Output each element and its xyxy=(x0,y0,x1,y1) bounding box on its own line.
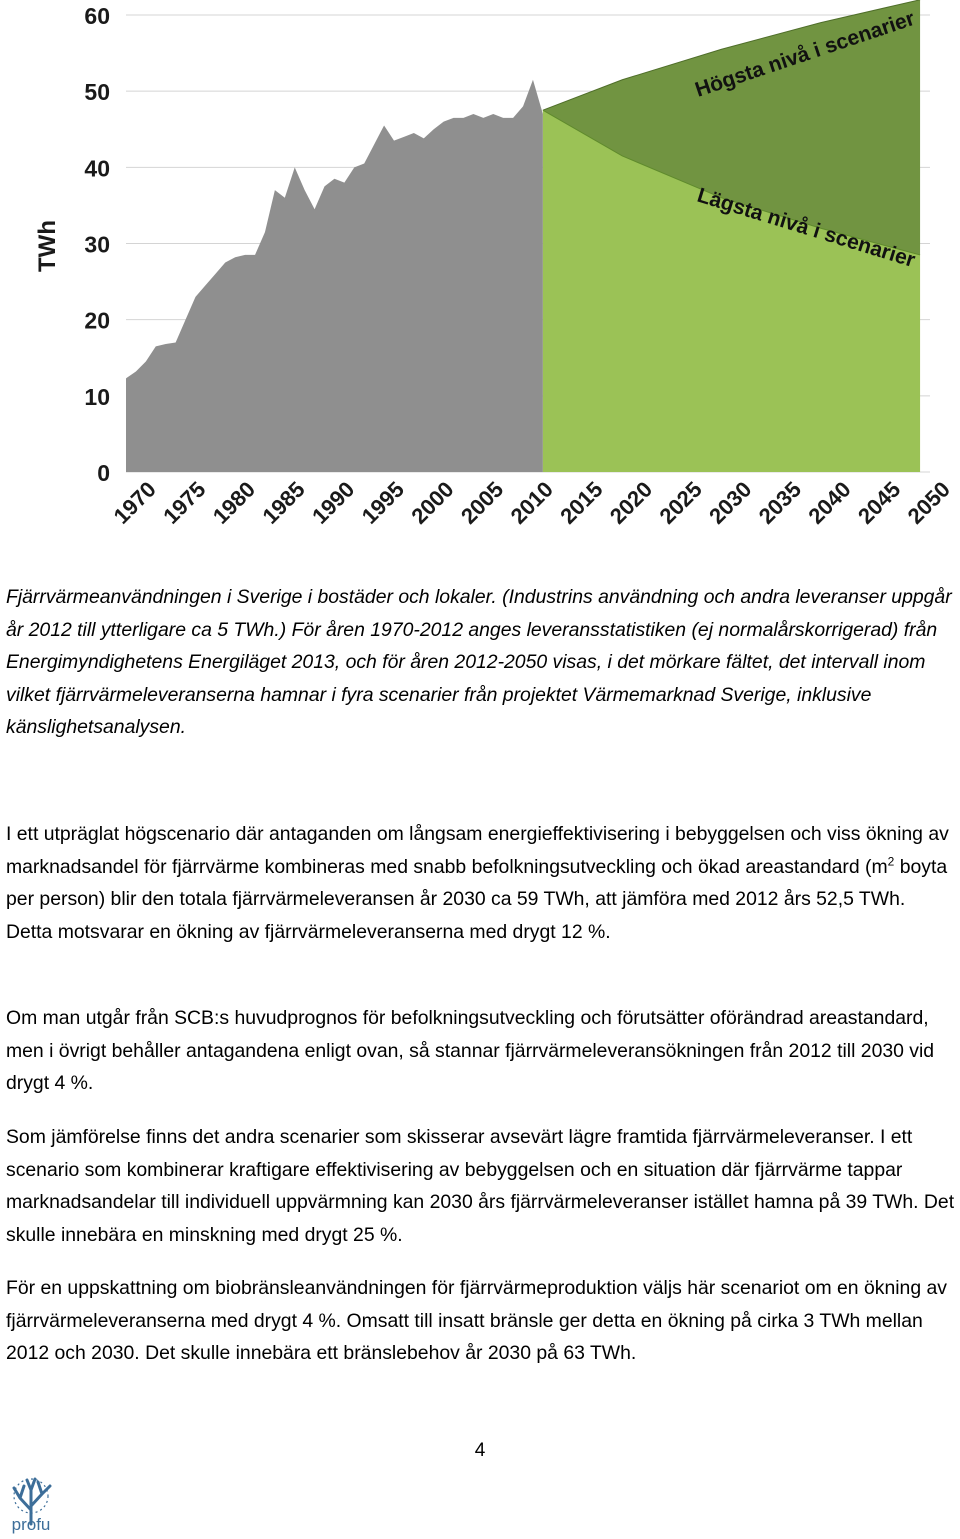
logo-text: profu xyxy=(11,1515,51,1534)
p1-text-a: I ett utpräglat högscenario där antaganden om långsam energieffektivisering i bebyggelsen och viss ökning av marknadsandel för fjärrvärme kombineras med snabb befolkningsutveckling och ökad areastandard (m xyxy=(6,823,949,878)
annotation-high-scenario: Högsta nivå i scenarier xyxy=(692,6,918,102)
p3-text: Som jämförelse finns det andra scenarier som skisserar avsevärt lägre framtida fjärrvärmeleveranser. I ett scenario som kombinerar kraftigare effektivisering av bebyggelsen och en situation där fjärrvärme tappar marknadsandelar till individuell uppvärmning kan 2030 års fjärrvärmeleveranser istället hamna på 39 TWh. Det skulle innebära en minskning med drygt 25 %. xyxy=(6,1126,955,1246)
x-tick-label-1980: 1980 xyxy=(207,476,261,529)
p2-text: Om man utgår från SCB:s huvudprognos för befolkningsutveckling och förutsätter oförändrad areastandard, men i övrigt behåller antagandena enligt ovan, så stannar fjärrvärmeleveransökningen från 2012 till 2030 vid drygt 4 %. xyxy=(6,1007,935,1095)
p4-text: För en uppskattning om biobränsleanvändningen för fjärrvärmeproduktion väljs här scenariot om en ökning av fjärrvärmeleveranserna med drygt 4 %. Omsatt till insatt bränsle ger detta en ökning på cirka 3 TWh mellan 2012 och 2030. Det skulle innebära ett bränslebehov år 2030 på 63 TWh. xyxy=(6,1277,947,1365)
paragraph-biofuel xyxy=(6,1272,956,1370)
x-tick-label-2020: 2020 xyxy=(604,476,658,529)
x-tick-label-1970: 1970 xyxy=(108,476,161,529)
p1-text-b: boyta per person) blir den totala fjärrvärmeleveransen år 2030 ca 59 TWh, att jämföra med 2012 års 52,5 TWh. Detta motsvarar en ökning av fjärrvärmeleveranserna med drygt 12 %. xyxy=(6,855,948,943)
district-heating-chart xyxy=(0,0,960,570)
x-tick-label-2000: 2000 xyxy=(406,476,459,529)
paragraph-low-scenario xyxy=(6,1121,956,1251)
historic-area xyxy=(126,80,543,472)
x-tick-label-2025: 2025 xyxy=(654,476,707,529)
y-axis-label: TWh xyxy=(34,220,61,272)
caption-text: Fjärrvärmeanvändningen i Sverige i bostäder och lokaler. (Industrins användning och andra leveranser uppgår år 2012 till ytterligare ca 5 TWh.) För åren 1970-2012 anges leveransstatistiken (ej normalårskorrigerad) från Energimyndighetens Energiläget 2013, och för åren 2012-2050 visas, i det mörkare fältet, det intervall inom vilket fjärrvärmeleveranserna hamnar i fyra scenarier från projektet Värmemarknad Sverige, inklusive känslighetsanalysen. xyxy=(6,586,952,739)
paragraph-scb-forecast xyxy=(6,1002,956,1100)
x-tick-label-1990: 1990 xyxy=(307,476,360,529)
x-tick-label-1975: 1975 xyxy=(158,476,211,529)
x-tick-label-2010: 2010 xyxy=(505,476,558,529)
x-tick-label-2050: 2050 xyxy=(902,476,955,529)
y-tick-label-20: 20 xyxy=(84,307,110,334)
y-tick-label-40: 40 xyxy=(84,155,110,182)
p1-superscript: 2 xyxy=(887,854,895,869)
y-tick-label-30: 30 xyxy=(84,231,110,258)
y-axis-ticks xyxy=(84,3,110,486)
annotation-low-scenario: Lägsta nivå i scenarier xyxy=(694,183,918,272)
x-tick-label-2005: 2005 xyxy=(455,476,509,529)
figure-caption xyxy=(6,581,956,744)
x-axis-ticks xyxy=(109,477,955,529)
y-tick-label-60: 60 xyxy=(84,3,110,29)
x-tick-label-2040: 2040 xyxy=(803,476,856,529)
y-tick-label-10: 10 xyxy=(84,383,110,410)
paragraph-high-scenario xyxy=(6,818,956,948)
y-tick-label-50: 50 xyxy=(84,79,110,106)
x-tick-label-2015: 2015 xyxy=(555,476,608,529)
x-tick-label-2035: 2035 xyxy=(753,476,807,529)
x-tick-label-1995: 1995 xyxy=(356,476,409,529)
x-tick-label-2045: 2045 xyxy=(852,476,906,529)
x-tick-label-1985: 1985 xyxy=(257,476,310,529)
x-tick-label-2030: 2030 xyxy=(704,476,757,529)
page-number: 4 xyxy=(474,1440,486,1461)
y-tick-label-0: 0 xyxy=(97,460,110,486)
